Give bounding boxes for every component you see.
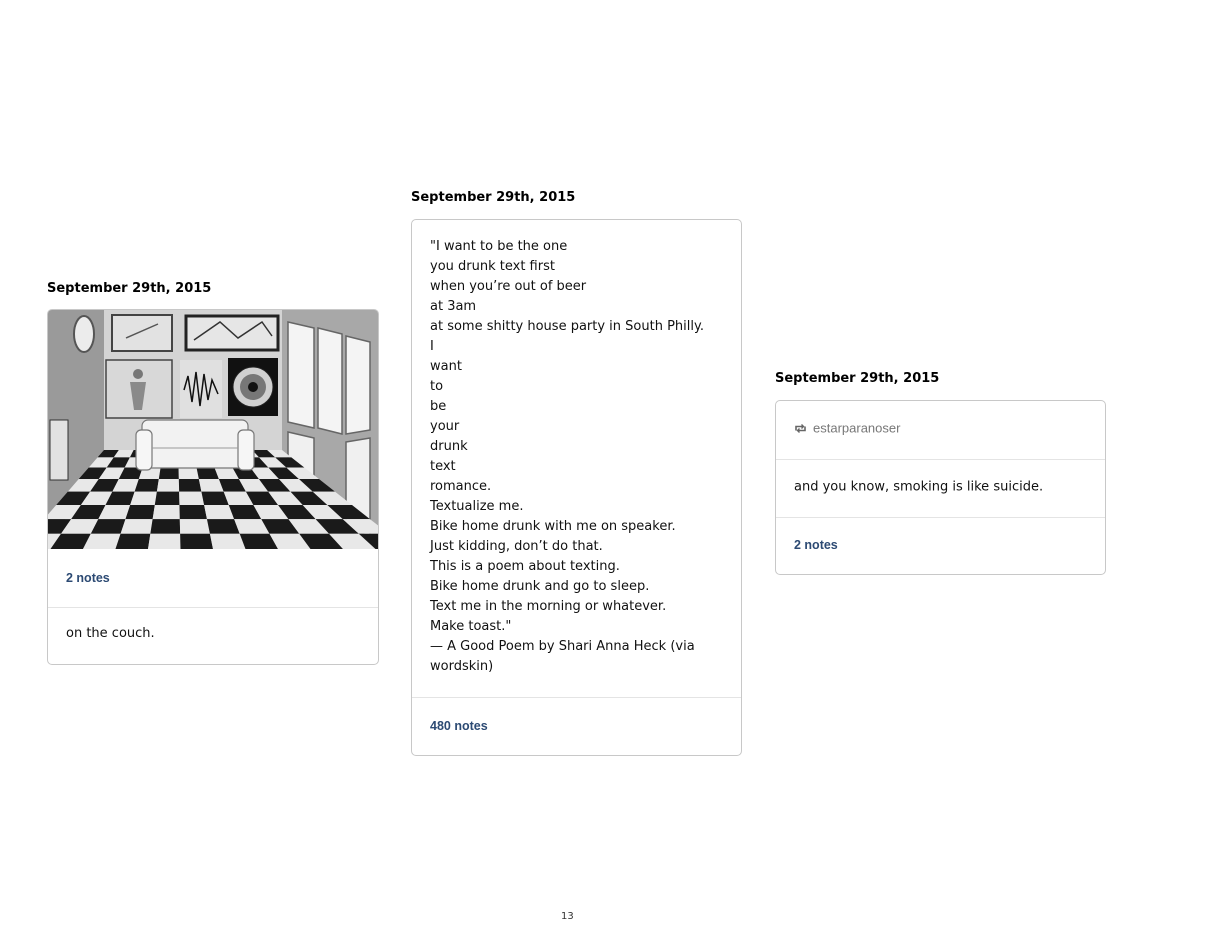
floor-tile <box>179 505 206 519</box>
quote-line: — A Good Poem by Shari Anna Heck (via <box>430 639 695 654</box>
floor-tile <box>116 534 151 549</box>
notes-link[interactable]: 2 notes <box>66 571 110 585</box>
floor-tile <box>157 479 179 492</box>
floor-tile <box>135 479 159 492</box>
post-date: September 29th, 2015 <box>411 190 576 205</box>
floor-tile <box>130 492 157 505</box>
reblog-source-link[interactable]: estarparanoser <box>813 420 901 436</box>
notes-link[interactable]: 2 notes <box>794 538 838 552</box>
floor-tile <box>153 505 180 519</box>
reblog-attribution <box>794 421 900 436</box>
quote-line: Text me in the morning or whatever. <box>430 599 667 614</box>
quote-line: This is a poem about texting. <box>430 559 620 574</box>
divider <box>48 607 378 608</box>
quote-line: "I want to be the one <box>430 239 568 254</box>
divider <box>776 459 1105 460</box>
quote-line: be <box>430 399 447 414</box>
post-text: and you know, smoking is like suicide. <box>794 479 1044 495</box>
floor-tile <box>179 479 202 492</box>
quote-line: Textualize me. <box>430 499 524 514</box>
notes-link[interactable]: 480 notes <box>430 719 488 733</box>
quote-body <box>430 237 724 677</box>
reblog-icon <box>794 423 807 433</box>
post-date: September 29th, 2015 <box>47 281 212 296</box>
quote-line: at some shitty house party in South Philly. <box>430 319 704 334</box>
floor-tile <box>155 492 180 505</box>
post-caption: on the couch. <box>66 626 155 641</box>
quote-line: wordskin) <box>430 659 494 674</box>
quote-line: to <box>430 379 444 394</box>
floor-tile <box>180 534 213 549</box>
text-post-card <box>775 400 1106 575</box>
floor-tile <box>180 519 210 534</box>
page-number: 13 <box>561 911 574 922</box>
floor-tile <box>179 492 204 505</box>
floor-tile <box>150 519 180 534</box>
floor-tile <box>121 519 153 534</box>
floor-tile <box>148 534 181 549</box>
divider <box>776 517 1105 518</box>
floor-tile <box>179 468 199 480</box>
quote-line: romance. <box>430 479 492 494</box>
post-photo[interactable] <box>48 310 378 549</box>
quote-line: at 3am <box>430 299 477 314</box>
floor-tile <box>210 534 246 549</box>
quote-line: text <box>430 459 456 474</box>
quote-post-card <box>411 219 742 756</box>
floor-tile <box>207 519 240 534</box>
photo-post-card <box>47 309 379 665</box>
quote-line: want <box>430 359 462 374</box>
quote-line: Just kidding, don’t do that. <box>430 539 603 554</box>
post-date: September 29th, 2015 <box>775 371 940 386</box>
quote-line: your <box>430 419 460 434</box>
quote-line: Make toast." <box>430 619 512 634</box>
quote-line: Bike home drunk with me on speaker. <box>430 519 676 534</box>
divider <box>412 697 741 698</box>
quote-line: Bike home drunk and go to sleep. <box>430 579 650 594</box>
quote-line: drunk <box>430 439 468 454</box>
quote-line: when you’re out of beer <box>430 279 587 294</box>
notes-row <box>48 549 378 607</box>
floor-tile <box>159 468 179 480</box>
quote-line: I <box>430 339 434 354</box>
quote-line: you drunk text first <box>430 259 555 274</box>
floor-tile <box>125 505 154 519</box>
